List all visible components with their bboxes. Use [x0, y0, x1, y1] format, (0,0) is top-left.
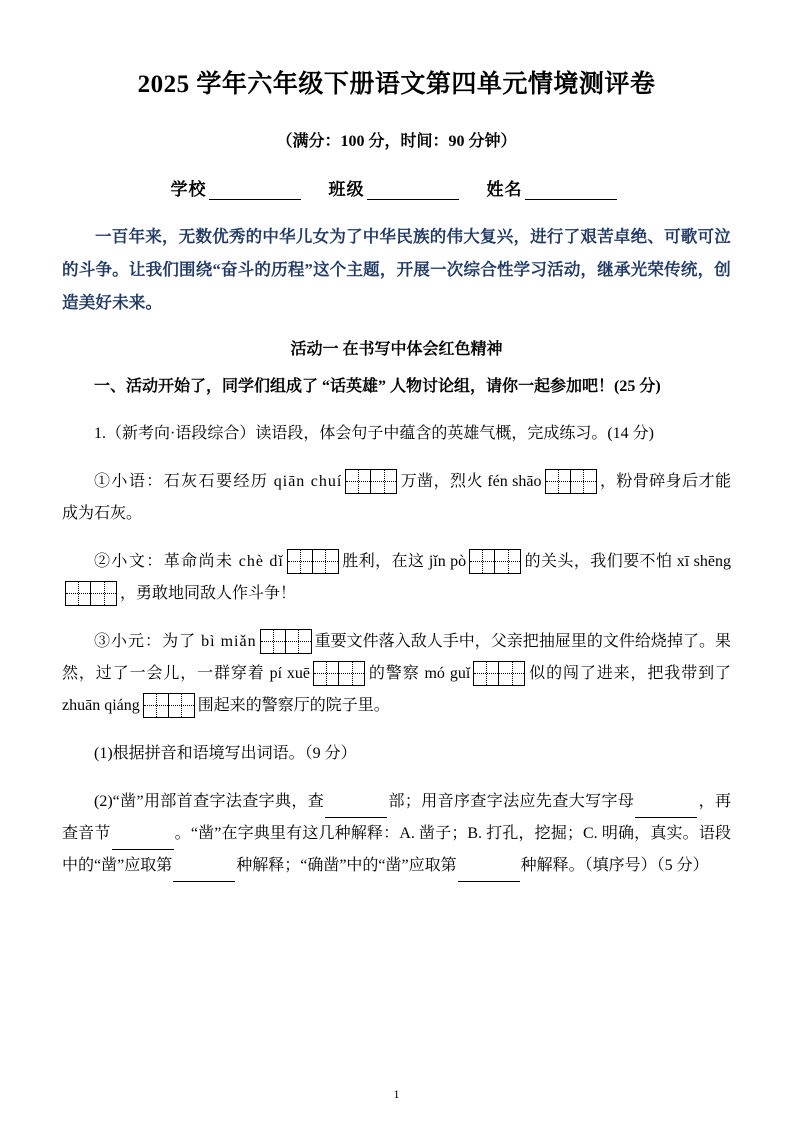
item3-text-b: 重要文件落入敌人手中，父亲把抽屉里的文件给烧掉了。果然，过了一会儿，一群穿着 pí xuē — [62, 632, 731, 682]
answer-blank[interactable] — [173, 866, 235, 882]
answer-blank[interactable] — [635, 802, 697, 818]
item2-text-d: ，勇敢地同敌人作斗争！ — [120, 584, 297, 602]
item-3 — [62, 626, 731, 722]
writing-grid[interactable] — [469, 549, 521, 574]
q1-lead: 1.（新考向·语段综合）读语段，体会句子中蕴含的英雄气概，完成练习。(14 分) — [94, 424, 654, 442]
writing-grid[interactable] — [143, 693, 195, 718]
writing-grid[interactable] — [287, 549, 339, 574]
writing-grid[interactable] — [313, 661, 365, 686]
item-2 — [62, 546, 731, 610]
sq2-text-a: (2)“凿”用部首查字法查字典，查 — [94, 792, 325, 810]
item1-text-b: 万凿，烈火 fén shāo — [400, 472, 542, 490]
page-number: 1 — [393, 1087, 400, 1101]
writing-grid[interactable] — [260, 629, 312, 654]
writing-grid[interactable] — [65, 581, 117, 606]
sq2-text-d: 。“凿”在字典里有这几种解释：A. 凿子；B. 打孔，挖掘；C. 明确，真实。语段中的“凿”应取第 — [62, 824, 731, 874]
class-label: 班级 — [328, 180, 365, 199]
writing-grid[interactable] — [473, 661, 525, 686]
item2-text-a: ②小文：革命尚未 chè dǐ — [94, 552, 284, 570]
item3-text-d: 似的闯了进来，把我带到了 zhuān qiáng — [62, 664, 731, 714]
question-heading: 一、活动开始了，同学们组成了 “话英雄” 人物讨论组，请你一起参加吧！(25 分) — [94, 377, 661, 395]
intro-paragraph: 一百年来，无数优秀的中华儿女为了中华民族的伟大复兴，进行了艰苦卓绝、可歌可泣的斗争。让我们围绕“奋斗的历程”这个主题，开展一次综合性学习活动，继承光荣传统，创造美好未来。 — [62, 227, 731, 312]
item1-text-a: ①小语：石灰石要经历 qiān chuí — [94, 472, 343, 490]
activity-heading: 活动一 在书写中体会红色精神 — [290, 340, 503, 358]
item2-text-c: 的关头，我们要不怕 xī shēng — [524, 552, 731, 570]
sq2-text-c: ，再查音节 — [62, 792, 731, 842]
writing-grid[interactable] — [545, 469, 597, 494]
sq2-text-b: 部；用音序查字法应先查大写字母 — [388, 792, 635, 810]
item2-text-b: 胜利，在这 jǐn pò — [341, 552, 467, 570]
sq2-text-e: 种解释；“确凿”中的“凿”应取第 — [236, 856, 457, 874]
item3-text-e: 围起来的警察厅的院子里。 — [197, 696, 390, 714]
writing-grid[interactable] — [345, 469, 397, 494]
school-input-blank[interactable] — [209, 181, 301, 200]
item1-text-c: ，粉骨碎身后才能成为石灰。 — [62, 472, 731, 522]
sq2-text-f: 种解释。（填序号）（5 分） — [520, 856, 709, 874]
school-label: 学校 — [170, 180, 207, 199]
exam-subtitle: （满分：100 分，时间：90 分钟） — [276, 133, 517, 150]
answer-blank[interactable] — [325, 802, 387, 818]
sub-question-2 — [62, 786, 731, 882]
item-1 — [62, 466, 731, 530]
page-title: 2025 学年六年级下册语文第四单元情境测评卷 — [137, 71, 656, 98]
answer-blank[interactable] — [458, 866, 520, 882]
class-input-blank[interactable] — [367, 181, 459, 200]
item3-text-c: 的警察 mó guǐ — [368, 664, 471, 682]
sub-question-1: (1)根据拼音和语境写出词语。（9 分） — [94, 744, 357, 762]
item3-text-a: ③小元：为了 bì miǎn — [94, 632, 257, 650]
name-label: 姓名 — [486, 180, 523, 199]
answer-blank[interactable] — [112, 834, 174, 850]
student-info-line — [62, 175, 731, 200]
name-input-blank[interactable] — [525, 181, 617, 200]
